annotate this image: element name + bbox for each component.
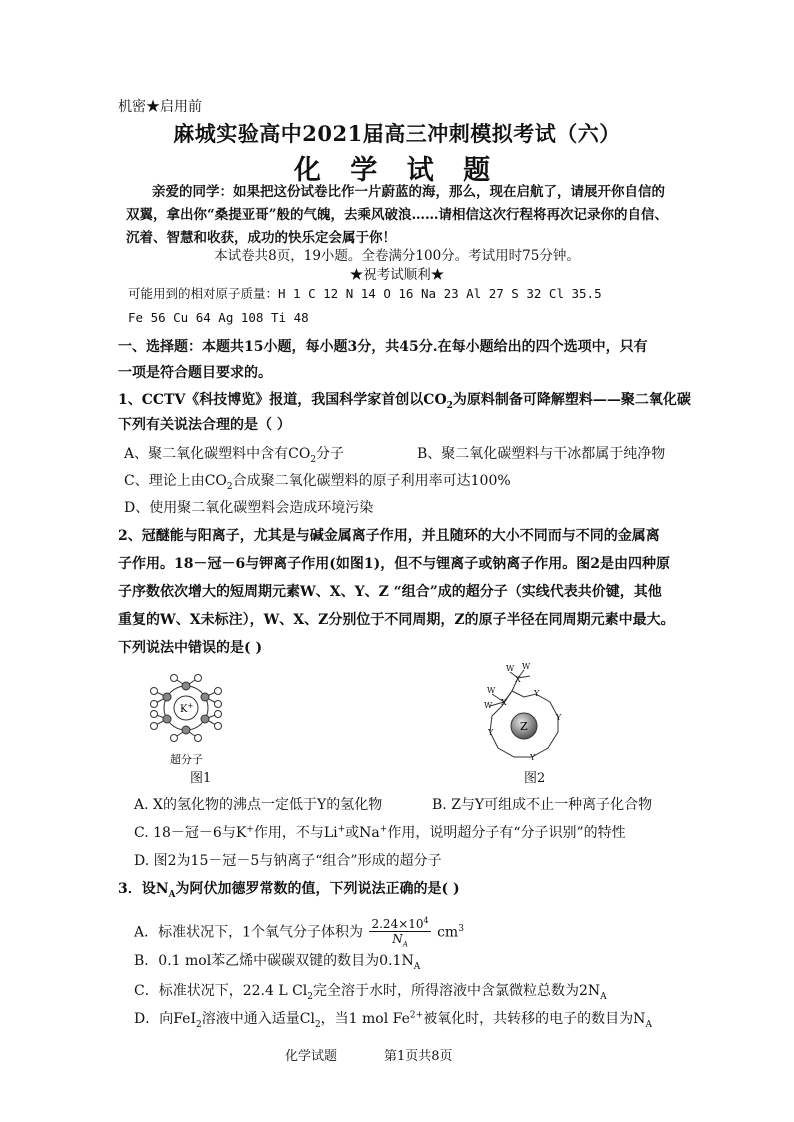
q1-option-b[interactable]: B、聚二氧化碳塑料与干冰都属于纯净物 xyxy=(417,446,666,462)
q2-stem-line-1: 2、冠醚能与阳离子，尤其是与碱金属离子作用，并且随环的大小不同而与不同的金属离 xyxy=(118,528,660,544)
svg-text:Y: Y xyxy=(530,753,536,762)
figure-1-crown-ether xyxy=(138,668,248,768)
svg-text:W: W xyxy=(522,662,531,671)
q2-option-a[interactable]: A. X的氢化物的沸点一定低于Y的氢化物 xyxy=(134,797,383,813)
fraction-numerator: $2.24\times 10^4$ xyxy=(371,916,429,931)
exam-wish: ★祝考试顺利★ xyxy=(349,267,445,283)
q2-option-d[interactable]: D. 图2为15－冠－5与钠离子“组合”形成的超分子 xyxy=(134,853,442,869)
q1-option-d[interactable]: D、使用聚二氧化碳塑料会造成环境污染 xyxy=(124,500,374,516)
fig1-label: 超分子 xyxy=(170,753,203,766)
fig1-center-label: K+ xyxy=(180,702,194,715)
footer-page-number: 第1页共8页 xyxy=(384,1049,453,1064)
confidential-mark: 机密★启用前 xyxy=(118,99,202,115)
atomic-mass-line-2: Fe 56 Cu 64 Ag 108 Ti 48 xyxy=(128,310,309,325)
svg-text:W: W xyxy=(484,701,493,710)
q2-stem-line-5: 下列说法中错误的是( ) xyxy=(118,640,263,656)
q2-option-b[interactable]: B. Z与Y可组成不止一种离子化合物 xyxy=(432,797,653,813)
section-heading-line-2: 一项是符合题目要求的。 xyxy=(118,365,272,381)
q2-option-c[interactable]: C. 18－冠－6与K+作用，不与Li+或Na+作用，说明超分子有“分子识别”的特性 xyxy=(134,824,626,841)
section-heading-line-1: 一、选择题：本题共15小题，每小题3分，共45分.在每小题给出的四个选项中，只有 xyxy=(118,339,648,355)
exam-subject-title: 化 学 试 题 xyxy=(293,155,501,186)
svg-text:X: X xyxy=(501,698,507,707)
q2-stem-line-3: 子序数依次增大的短周期元素W、X、Y、Z “组合”成的超分子（实线代表共价键，其他 xyxy=(118,584,662,600)
q3-option-a[interactable]: A．标准状况下，1个氧气分子体积为 $\frac{2.24\times 10^4}{N_A}$ $cm^3$ xyxy=(134,914,464,951)
figure-2-caption: 图2 xyxy=(524,771,546,786)
exam-title: 麻城实验高中2021届高三冲刺模拟考试（六） xyxy=(173,121,621,146)
q1-option-c[interactable]: C、理论上由$CO_2$合成聚二氧化碳塑料的原子利用率可达100% xyxy=(124,473,511,492)
volume-fraction xyxy=(369,914,430,951)
q1-stem-line-1: 1、CCTV《科技博览》报道，我国科学家首创以$CO_2$为原料制备可降解塑料——聚二氧化碳 xyxy=(118,392,691,411)
q3-option-b[interactable]: B．0.1 mol苯乙烯中碳碳双键的数目为$0.1N_A$ xyxy=(134,953,421,972)
q3-option-d[interactable]: D．向FeI$_2$溶液中通入适量$Cl_2$，当1 mol $Fe^{2+}$被氧化时，共转移的电子的数目为$N_A$ xyxy=(134,1010,652,1030)
q3-stem: 3．设$N_A$为阿伏加德罗常数的值，下列说法正确的是( ) xyxy=(118,881,460,900)
q1-stem-line-2: 下列有关说法合理的是（ ） xyxy=(118,417,291,433)
atomic-mass-line-1: 可能用到的相对原子质量：H 1 C 12 N 14 O 16 Na 23 Al 27 S 32 Cl 35.5 xyxy=(128,286,602,301)
figure-1-caption: 图1 xyxy=(190,771,212,786)
footer-subject: 化学试题 xyxy=(285,1049,338,1064)
q3-option-c[interactable]: C．标准状况下，22.4 L $Cl_2$完全溶于水时，所得溶液中含氯微粒总数为$2N_A$ xyxy=(134,983,607,1002)
svg-text:Y: Y xyxy=(534,689,540,698)
exam-info: 本试卷共8页，19小题。全卷满分100分。考试用时75分钟。 xyxy=(214,248,580,264)
q2-stem-line-4: 重复的W、X未标注），W、X、Z分别位于不同周期，Z的原子半径在同周期元素中最大。 xyxy=(118,612,675,628)
svg-text:Y: Y xyxy=(556,713,562,722)
fig2-center-label: Z xyxy=(520,720,528,733)
q1-option-a[interactable]: A、聚二氧化碳塑料中含有$CO_2$分子 xyxy=(124,446,345,465)
fraction-denominator: $N_A$ xyxy=(392,932,408,949)
greeting-text: 亲爱的同学：如果把这份试卷比作一片蔚蓝的海，那么，现在启航了，请展开你自信的双翼，拿出你“桑提亚哥”般的气魄，去乘风破浪……请相信这次行程将再次记录你的自信、沉着、智慧和收获，成功的快乐定会属于你！ xyxy=(126,184,669,246)
svg-text:Y: Y xyxy=(488,728,494,737)
figure-2-supramolecule xyxy=(474,662,594,772)
svg-text:W: W xyxy=(487,686,496,695)
svg-text:W: W xyxy=(506,664,515,673)
svg-text:X: X xyxy=(515,675,521,684)
q2-stem-line-2: 子作用。18－冠－6与钾离子作用(如图1)，但不与锂离子或钠离子作用。图2是由四种原 xyxy=(118,556,670,572)
